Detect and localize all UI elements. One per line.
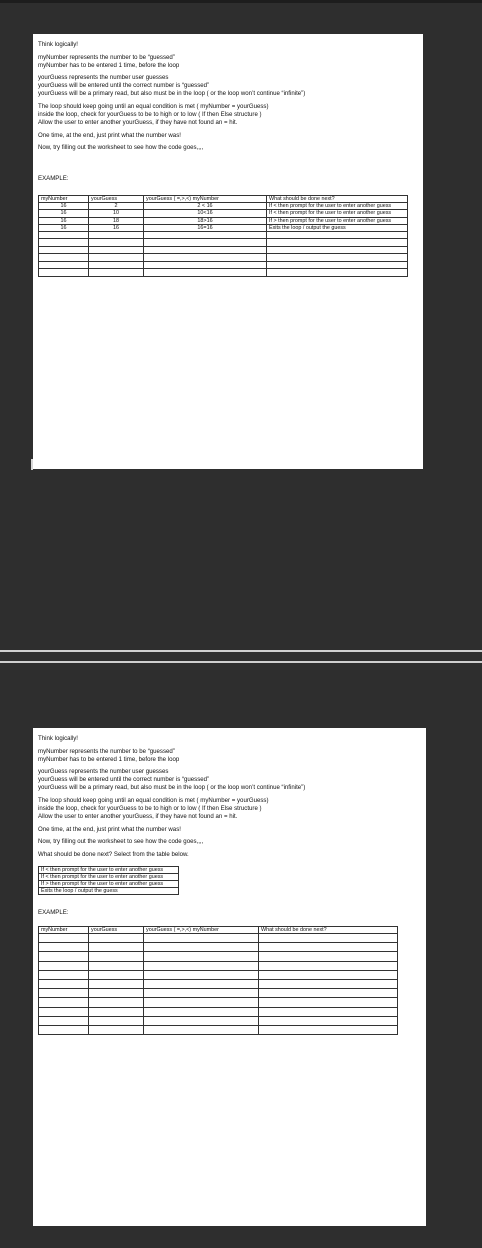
empty-cell[interactable]: [89, 261, 144, 269]
empty-cell[interactable]: [259, 970, 398, 979]
empty-cell[interactable]: [144, 254, 267, 262]
empty-cell[interactable]: [144, 269, 267, 277]
empty-cell[interactable]: [89, 961, 144, 970]
empty-cell[interactable]: [144, 989, 259, 998]
empty-cell[interactable]: [259, 1007, 398, 1016]
instruction-line: What should be done next? Select from the table below.: [38, 851, 189, 859]
column-header: yourGuess: [89, 195, 144, 203]
instruction-line: Think logically!: [38, 41, 78, 48]
column-header: yourGuess ( =,>,<) myNumber: [144, 926, 259, 934]
empty-cell[interactable]: [89, 934, 144, 943]
empty-cell[interactable]: [39, 254, 89, 262]
empty-cell[interactable]: [144, 961, 259, 970]
empty-cell[interactable]: [267, 269, 408, 277]
instruction-line: inside the loop, check for yourGuess to be to high or to low ( If then Else structure ): [38, 805, 262, 813]
empty-cell[interactable]: [39, 934, 89, 943]
instructions-text: [38, 735, 420, 859]
table-cell: 2 < 16: [144, 203, 267, 210]
empty-cell[interactable]: [144, 952, 259, 961]
empty-cell[interactable]: [89, 1016, 144, 1025]
table-cell: 10: [89, 210, 144, 217]
empty-row[interactable]: [39, 979, 398, 988]
worksheet-page-1: [33, 34, 423, 469]
empty-cell[interactable]: [144, 246, 267, 254]
option-cell: Exits the loop / output the guess: [39, 888, 179, 895]
instruction-line: inside the loop, check for yourGuess to be to high or to low ( If then Else structure ): [38, 111, 262, 119]
column-header: What should be done next?: [259, 926, 398, 934]
empty-row[interactable]: [39, 961, 398, 970]
table-row: [39, 203, 408, 210]
empty-row[interactable]: [39, 231, 408, 239]
instruction-line: yourGuess represents the number user guesses: [38, 74, 169, 82]
separator-line: [0, 650, 482, 652]
instruction-line: myNumber has to be entered 1 time, before the loop: [38, 61, 180, 69]
empty-cell[interactable]: [144, 934, 259, 943]
empty-cell[interactable]: [39, 239, 89, 247]
empty-cell[interactable]: [39, 970, 89, 979]
column-header: What should be done next?: [267, 195, 408, 203]
instruction-line: The loop should keep going until an equal condition is met ( myNumber = yourGuess): [38, 797, 269, 805]
instruction-line: yourGuess will be entered until the correct number is “guessed”: [38, 82, 210, 90]
empty-cell[interactable]: [89, 998, 144, 1007]
empty-cell[interactable]: [39, 943, 89, 952]
empty-cell[interactable]: [259, 998, 398, 1007]
empty-cell[interactable]: [89, 943, 144, 952]
empty-cell[interactable]: [89, 989, 144, 998]
empty-cell[interactable]: [259, 943, 398, 952]
empty-cell[interactable]: [267, 254, 408, 262]
empty-cell[interactable]: [39, 261, 89, 269]
empty-row[interactable]: [39, 1016, 398, 1025]
column-header: myNumber: [39, 926, 89, 934]
empty-cell[interactable]: [89, 970, 144, 979]
instruction-line: yourGuess represents the number user guesses: [38, 768, 169, 776]
empty-cell[interactable]: [267, 261, 408, 269]
table-cell: 18>16: [144, 217, 267, 224]
empty-cell[interactable]: [259, 1025, 398, 1034]
table-cell: If < then prompt for the user to enter another guess: [267, 210, 408, 217]
option-cell: If < then prompt for the user to enter another guess: [39, 873, 179, 880]
empty-cell[interactable]: [144, 998, 259, 1007]
empty-cell[interactable]: [267, 239, 408, 247]
instruction-line: One time, at the end, just print what the number was!: [38, 131, 181, 139]
empty-cell[interactable]: [144, 1016, 259, 1025]
empty-cell[interactable]: [89, 231, 144, 239]
empty-cell[interactable]: [89, 1007, 144, 1016]
empty-row[interactable]: [39, 246, 408, 254]
empty-cell[interactable]: [89, 1025, 144, 1034]
empty-cell[interactable]: [259, 979, 398, 988]
column-header: yourGuess: [89, 926, 144, 934]
option-row: [39, 873, 179, 880]
option-cell: If < then prompt for the user to enter another guess: [39, 866, 179, 873]
empty-row[interactable]: [39, 934, 398, 943]
empty-cell[interactable]: [39, 246, 89, 254]
instruction-line: The loop should keep going until an equal condition is met ( myNumber = yourGuess): [38, 103, 269, 111]
empty-cell[interactable]: [267, 246, 408, 254]
empty-cell[interactable]: [39, 952, 89, 961]
table-row: [39, 224, 408, 231]
instruction-line: myNumber represents the number to be “guessed”: [38, 53, 175, 61]
empty-cell[interactable]: [39, 1016, 89, 1025]
empty-row[interactable]: [39, 998, 398, 1007]
column-header: myNumber: [39, 195, 89, 203]
table-cell: If > then prompt for the user to enter another guess: [267, 217, 408, 224]
empty-cell[interactable]: [39, 998, 89, 1007]
empty-row[interactable]: [39, 261, 408, 269]
page-edge-mark: [31, 459, 33, 470]
table-cell: 16=16: [144, 224, 267, 231]
option-row: [39, 881, 179, 888]
empty-cell[interactable]: [39, 1025, 89, 1034]
empty-row[interactable]: [39, 254, 408, 262]
table-cell: 10<16: [144, 210, 267, 217]
blank-worksheet-table: [38, 926, 398, 1036]
top-border: [0, 0, 482, 3]
empty-cell[interactable]: [144, 261, 267, 269]
table-row: [39, 210, 408, 217]
next-step-options-table: [38, 866, 179, 896]
empty-cell[interactable]: [89, 979, 144, 988]
table-cell: If < then prompt for the user to enter another guess: [267, 203, 408, 210]
empty-cell[interactable]: [144, 979, 259, 988]
table-cell: 16: [39, 203, 89, 210]
empty-cell[interactable]: [39, 961, 89, 970]
instruction-line: yourGuess will be a primary read, but also must be in the loop ( or the loop won’t continue “infinite”): [38, 784, 306, 792]
example-label: EXAMPLE:: [38, 174, 69, 182]
instruction-line: Now, try filling out the worksheet to see how the code goes,,,,: [38, 144, 204, 152]
empty-cell[interactable]: [144, 231, 267, 239]
empty-row[interactable]: [39, 1025, 398, 1034]
table-cell: Exits the loop / output the guess: [267, 224, 408, 231]
table-cell: 18: [89, 217, 144, 224]
empty-cell[interactable]: [144, 970, 259, 979]
empty-cell[interactable]: [144, 943, 259, 952]
empty-cell[interactable]: [39, 979, 89, 988]
instruction-line: myNumber represents the number to be “guessed”: [38, 747, 175, 755]
empty-cell[interactable]: [39, 231, 89, 239]
instruction-line: Think logically!: [38, 735, 78, 742]
empty-cell[interactable]: [267, 231, 408, 239]
empty-row[interactable]: [39, 269, 408, 277]
empty-cell[interactable]: [39, 269, 89, 277]
empty-cell[interactable]: [259, 952, 398, 961]
table-cell: 16: [39, 224, 89, 231]
empty-row[interactable]: [39, 1007, 398, 1016]
empty-cell[interactable]: [39, 989, 89, 998]
option-row: [39, 888, 179, 895]
instruction-line: One time, at the end, just print what the number was!: [38, 825, 181, 833]
option-cell: If > then prompt for the user to enter another guess: [39, 881, 179, 888]
instruction-line: Allow the user to enter another yourGuess, if they have not found an = hit.: [38, 119, 238, 127]
empty-cell[interactable]: [144, 1025, 259, 1034]
instruction-line: yourGuess will be entered until the correct number is “guessed”: [38, 776, 210, 784]
header-row: [39, 195, 408, 203]
empty-row[interactable]: [39, 970, 398, 979]
empty-cell[interactable]: [89, 269, 144, 277]
empty-cell[interactable]: [39, 1007, 89, 1016]
instruction-line: Now, try filling out the worksheet to see how the code goes,,,,: [38, 838, 204, 846]
empty-cell[interactable]: [259, 1016, 398, 1025]
empty-row[interactable]: [39, 943, 398, 952]
table-cell: 16: [39, 210, 89, 217]
worksheet-page-2: [33, 728, 426, 1226]
empty-row[interactable]: [39, 952, 398, 961]
empty-cell[interactable]: [259, 989, 398, 998]
separator-line: [0, 661, 482, 663]
empty-cell[interactable]: [89, 246, 144, 254]
instruction-line: myNumber has to be entered 1 time, before the loop: [38, 755, 180, 763]
empty-cell[interactable]: [259, 934, 398, 943]
empty-cell[interactable]: [89, 254, 144, 262]
table-cell: 16: [39, 217, 89, 224]
empty-cell[interactable]: [144, 1007, 259, 1016]
column-header: yourGuess ( =,>,<) myNumber: [144, 195, 267, 203]
instructions-text: [38, 41, 417, 153]
instruction-line: Allow the user to enter another yourGuess, if they have not found an = hit.: [38, 813, 238, 821]
table-row: [39, 217, 408, 224]
table-cell: 16: [89, 224, 144, 231]
example-label: EXAMPLE:: [38, 909, 69, 917]
table-cell: 2: [89, 203, 144, 210]
option-row: [39, 866, 179, 873]
empty-cell[interactable]: [89, 952, 144, 961]
empty-row[interactable]: [39, 239, 408, 247]
empty-row[interactable]: [39, 989, 398, 998]
empty-cell[interactable]: [144, 239, 267, 247]
empty-cell[interactable]: [89, 239, 144, 247]
instruction-line: yourGuess will be a primary read, but also must be in the loop ( or the loop won’t continue “infinite”): [38, 90, 306, 98]
header-row: [39, 926, 398, 934]
example-worksheet-table: [38, 195, 408, 277]
empty-cell[interactable]: [259, 961, 398, 970]
